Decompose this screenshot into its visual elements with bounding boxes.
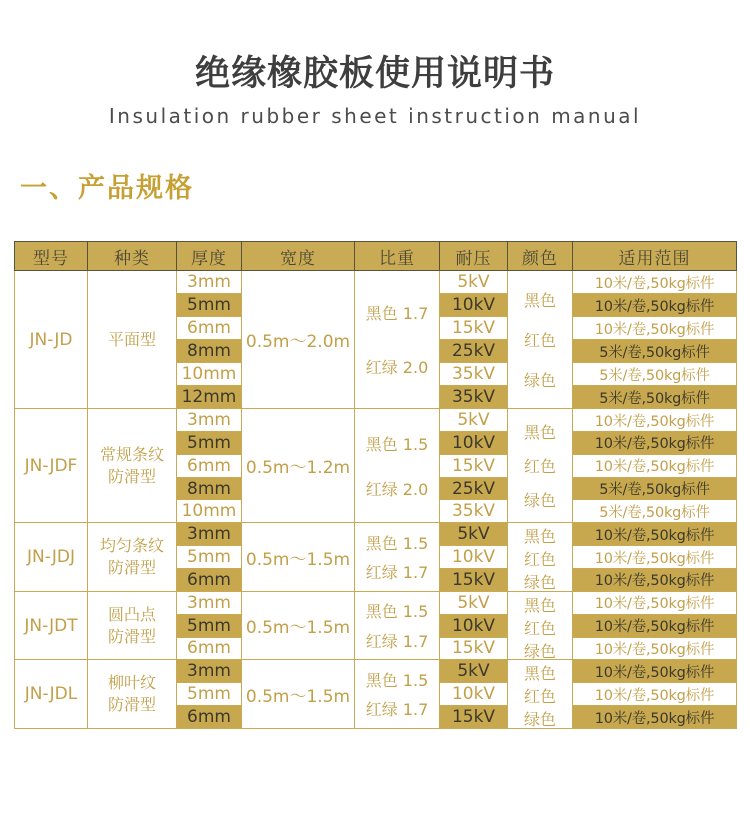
width-cell: 0.5m～1.5m: [242, 591, 355, 660]
range-cell: 10米/卷,50kg标件: [573, 660, 737, 683]
voltage-cell: 15kV: [440, 706, 508, 729]
color-line: 绿色: [523, 491, 556, 511]
voltage-cell: 5kV: [440, 409, 508, 432]
gravity-line: 红绿 1.7: [365, 631, 429, 651]
thickness-cell: 5mm: [177, 431, 242, 454]
color-cell: [508, 660, 573, 729]
voltage-cell: 10kV: [440, 683, 508, 706]
range-cell: 10米/卷,50kg标件: [573, 431, 737, 454]
thickness-cell: 6mm: [177, 569, 242, 592]
header-range: 适用范围: [573, 242, 737, 271]
voltage-cell: 10kV: [440, 294, 508, 317]
gravity-stack: [355, 524, 439, 590]
header-type: 种类: [88, 242, 177, 271]
type-line: 平面型: [107, 329, 156, 349]
type-cell: [88, 523, 177, 592]
color-stack: [508, 593, 572, 659]
gravity-stack: [355, 661, 439, 727]
type-line: 圆凸点: [107, 604, 156, 624]
section-heading: 一、产品规格: [20, 173, 194, 204]
page-subtitle: Insulation rubber sheet instruction manual: [108, 104, 642, 128]
type-cell: [88, 591, 177, 660]
color-line: 红色: [523, 618, 556, 638]
voltage-cell: 5kV: [440, 523, 508, 546]
gravity-line: 红绿 2.0: [365, 479, 429, 499]
color-stack: [508, 271, 572, 408]
range-cell: 10米/卷,50kg标件: [573, 706, 737, 729]
header-color: 颜色: [508, 242, 573, 271]
color-line: 黑色: [523, 291, 556, 311]
spec-row: [15, 660, 737, 683]
thickness-cell: 3mm: [177, 523, 242, 546]
thickness-cell: 5mm: [177, 683, 242, 706]
range-cell: 5米/卷,50kg标件: [573, 500, 737, 523]
page-title: 绝缘橡胶板使用说明书: [194, 54, 555, 94]
gravity-cell: [355, 409, 440, 523]
voltage-cell: 15kV: [440, 637, 508, 660]
model-cell: JN-JDT: [15, 591, 88, 660]
header-voltage: 耐压: [440, 242, 508, 271]
color-stack: [508, 409, 572, 522]
width-cell: 0.5m～1.2m: [242, 409, 355, 523]
thickness-cell: 3mm: [177, 271, 242, 294]
voltage-cell: 5kV: [440, 271, 508, 294]
type-line: 均匀条纹: [99, 536, 164, 556]
type-cell: [88, 660, 177, 729]
thickness-cell: 8mm: [177, 477, 242, 500]
color-line: 黑色: [523, 423, 556, 443]
range-cell: 5米/卷,50kg标件: [573, 363, 737, 386]
gravity-line: 黑色 1.5: [365, 434, 429, 454]
gravity-cell: [355, 523, 440, 592]
header-width: 宽度: [242, 242, 355, 271]
range-cell: 10米/卷,50kg标件: [573, 523, 737, 546]
model-cell: JN-JDF: [15, 409, 88, 523]
gravity-cell: [355, 591, 440, 660]
range-cell: 5米/卷,50kg标件: [573, 477, 737, 500]
voltage-cell: 25kV: [440, 477, 508, 500]
color-stack: [508, 524, 572, 590]
gravity-cell: [355, 271, 440, 409]
model-cell: JN-JDL: [15, 660, 88, 729]
spec-table: [14, 241, 737, 729]
voltage-cell: 15kV: [440, 317, 508, 340]
thickness-cell: 5mm: [177, 546, 242, 569]
voltage-cell: 10kV: [440, 431, 508, 454]
range-cell: 10米/卷,50kg标件: [573, 454, 737, 477]
spec-row: [15, 591, 737, 614]
gravity-line: 黑色 1.5: [365, 670, 429, 690]
color-line: 黑色: [523, 527, 556, 547]
type-line: 防滑型: [107, 695, 156, 715]
header-model: 型号: [15, 242, 88, 271]
range-cell: 10米/卷,50kg标件: [573, 546, 737, 569]
table-header-row: [15, 242, 737, 271]
thickness-cell: 5mm: [177, 294, 242, 317]
color-line: 绿色: [523, 371, 556, 391]
color-cell: [508, 409, 573, 523]
type-line: 防滑型: [107, 558, 156, 578]
width-cell: 0.5m～2.0m: [242, 271, 355, 409]
gravity-line: 黑色 1.7: [365, 304, 429, 324]
gravity-stack: [355, 409, 439, 522]
model-cell: JN-JD: [15, 271, 88, 409]
color-line: 红色: [523, 687, 556, 707]
gravity-line: 黑色 1.5: [365, 533, 429, 553]
thickness-cell: 5mm: [177, 614, 242, 637]
color-line: 黑色: [523, 664, 556, 684]
color-line: 绿色: [523, 573, 556, 592]
range-cell: 5米/卷,50kg标件: [573, 340, 737, 363]
gravity-stack: [355, 593, 439, 659]
voltage-cell: 15kV: [440, 454, 508, 477]
thickness-cell: 10mm: [177, 500, 242, 523]
width-cell: 0.5m～1.5m: [242, 660, 355, 729]
header-thickness: 厚度: [177, 242, 242, 271]
range-cell: 10米/卷,50kg标件: [573, 569, 737, 592]
color-line: 黑色: [523, 595, 556, 615]
range-cell: 10米/卷,50kg标件: [573, 591, 737, 614]
gravity-cell: [355, 660, 440, 729]
gravity-line: 黑色 1.5: [365, 602, 429, 622]
voltage-cell: 5kV: [440, 660, 508, 683]
range-cell: 10米/卷,50kg标件: [573, 683, 737, 706]
color-line: 红色: [523, 457, 556, 477]
voltage-cell: 35kV: [440, 386, 508, 409]
type-line: 柳叶纹: [107, 673, 156, 693]
voltage-cell: 35kV: [440, 363, 508, 386]
page: [0, 46, 750, 822]
color-stack: [508, 661, 572, 727]
thickness-cell: 3mm: [177, 660, 242, 683]
color-line: 红色: [523, 550, 556, 570]
voltage-cell: 15kV: [440, 569, 508, 592]
voltage-cell: 10kV: [440, 546, 508, 569]
model-cell: JN-JDJ: [15, 523, 88, 592]
thickness-cell: 3mm: [177, 591, 242, 614]
thickness-cell: 6mm: [177, 317, 242, 340]
color-cell: [508, 271, 573, 409]
type-line: 防滑型: [107, 626, 156, 646]
gravity-line: 红绿 1.7: [365, 563, 429, 583]
range-cell: 10米/卷,50kg标件: [573, 614, 737, 637]
range-cell: 10米/卷,50kg标件: [573, 294, 737, 317]
voltage-cell: 25kV: [440, 340, 508, 363]
voltage-cell: 10kV: [440, 614, 508, 637]
color-cell: [508, 591, 573, 660]
voltage-cell: 35kV: [440, 500, 508, 523]
spec-row: [15, 523, 737, 546]
range-cell: 5米/卷,50kg标件: [573, 386, 737, 409]
spec-row: [15, 409, 737, 432]
thickness-cell: 3mm: [177, 409, 242, 432]
color-cell: [508, 523, 573, 592]
range-cell: 10米/卷,50kg标件: [573, 637, 737, 660]
gravity-line: 红绿 2.0: [365, 357, 429, 377]
thickness-cell: 6mm: [177, 706, 242, 729]
type-cell: [88, 409, 177, 523]
header-gravity: 比重: [355, 242, 440, 271]
width-cell: 0.5m～1.5m: [242, 523, 355, 592]
thickness-cell: 10mm: [177, 363, 242, 386]
color-line: 绿色: [523, 641, 556, 660]
voltage-cell: 5kV: [440, 591, 508, 614]
thickness-cell: 6mm: [177, 637, 242, 660]
range-cell: 10米/卷,50kg标件: [573, 317, 737, 340]
thickness-cell: 8mm: [177, 340, 242, 363]
type-line: 防滑型: [107, 466, 156, 486]
type-line: 常规条纹: [99, 444, 164, 464]
range-cell: 10米/卷,50kg标件: [573, 409, 737, 432]
spec-row: [15, 271, 737, 294]
color-line: 绿色: [523, 710, 556, 729]
type-cell: [88, 271, 177, 409]
range-cell: 10米/卷,50kg标件: [573, 271, 737, 294]
thickness-cell: 6mm: [177, 454, 242, 477]
color-line: 红色: [523, 331, 556, 351]
gravity-line: 红绿 1.7: [365, 700, 429, 720]
gravity-stack: [355, 271, 439, 408]
thickness-cell: 12mm: [177, 386, 242, 409]
